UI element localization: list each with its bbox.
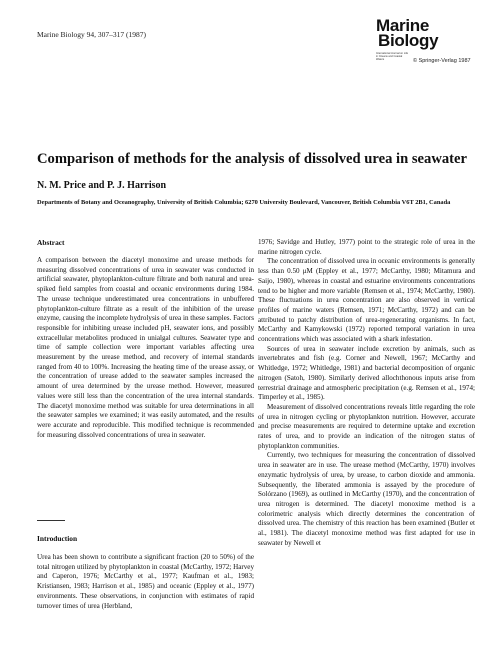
- journal-citation: Marine Biology 94, 307–317 (1987): [37, 30, 146, 39]
- journal-logo: [376, 16, 474, 64]
- logo-word-marine: Marine: [376, 16, 429, 35]
- paragraph: 1976; Savidge and Hutley, 1977) point to the strategic role of urea in the marine nitrogen cycle.: [258, 238, 475, 256]
- introduction-text: Urea has been shown to contribute a significant fraction (20 to 50%) of the total nitrogen utilized by phytoplankton in coastal (McCarthy, 1972; Harvey and Caperon, 1976; McCarthy et al., 1977; Kaufman et al., 1983; Kristiansen, 1983; Harrison et al., 1985) and oceanic (Eppley et al., 1977) environments. These observations, in conjunction with estimates of rapid turnover times of urea (Herbland,: [37, 553, 254, 610]
- right-column: [258, 238, 475, 648]
- logo-word-biology: Biology: [378, 31, 439, 50]
- introduction-heading: Introduction: [37, 534, 78, 543]
- abstract-text: A comparison between the diacetyl monoxime and urease methods for measuring dissolved concentrations of urea in seawater was conducted in artificial seawater, phytoplankton-culture filtrate and both natural and urea-spiked field samples from coastal and oceanic environments during 1984. The urease technique underestimated urea concentrations in unbuffered phytoplankton-culture filtrate as a result of the inhibition of the urease enzyme, causing the incomplete hydrolysis of urea in these samples. Factors responsible for inhibiting urease included pH, seawater ions, and possibly extracellular metabolites produced in unialgal cultures. Seawater type and time of sample collection were important variables affecting urea measurement by the urease method, and recovery of internal standards ranged from 40 to 100%. Increasing the heating time of the urease assay, or the concentration of urease added to the seawater samples increased the amount of urea determined by the urease method. However, measured values were still less than the concentration of the urea internal standards. The diacetyl monoxime method was suitable for urea determinations in all the seawater samples we examined; it was easily automated, and the results were accurate and reproducible. This modified technique is recommended for measuring dissolved concentrations of urea in seawater.: [37, 256, 254, 439]
- paragraph: Currently, two techniques for measuring the concentration of dissolved urea in seawater are in use. The urease method (McCarthy, 1970) involves enzymatic hydrolysis of urea, by urease, to carbon dioxide and ammonia. Subsequently, the liberated ammonia is assayed by the procedure of Solórzano (1969), as outlined in McCarthy (1970), and the concentration of urea nitrogen is determined. The diacetyl monoxime method is a colorimetric analysis which directly determines the concentration of dissolved urea. The chemistry of this reaction has been examined (Butler et al., 1981). The diacetyl monoxime method was first adapted for use in seawater by Newell et: [258, 451, 475, 547]
- publisher-copyright: © Springer-Verlag 1987: [413, 58, 471, 64]
- paragraph: Sources of urea in seawater include excretion by animals, such as invertebrates and fish (e.g. Corner and Newell, 1967; McCarthy and Whitledge, 1972; Whitledge, 1981) and bacterial decomposition of organic nitrogen (Satoh, 1980). Similarly derived allochthonous inputs arise from terrestrial drainage and atmospheric precipitation (e.g. Remsen et al., 1974; Timperley et al., 1985).: [258, 344, 475, 402]
- article-authors: N. M. Price and P. J. Harrison: [37, 180, 167, 191]
- section-divider: [37, 520, 65, 521]
- author-affiliation: Departments of Botany and Oceanography, University of British Columbia; 6270 University Boulevard, Vancouver, British Columbia V6T 2B1, Canada: [37, 199, 451, 206]
- logo-tagline: International Journal on Life in Oceans and Coastal Waters: [376, 52, 409, 61]
- abstract-heading: Abstract: [37, 238, 65, 247]
- paragraph: Measurement of dissolved concentrations reveals little regarding the role of urea in nitrogen cycling or phytoplankton nutrition. However, accurate and precise measurements are required to determine uptake and excretion rates of urea, and to provide an indication of the nitrogen status of phytoplankton communities.: [258, 402, 475, 450]
- article-title: Comparison of methods for the analysis of dissolved urea in seawater: [37, 151, 467, 167]
- paragraph: The concentration of dissolved urea in oceanic environments is generally less than 0.50 μM (Eppley et al., 1977; McCarthy, 1980; Mitamura and Saijo, 1980), whereas in coastal and estuarine environments concentrations tend to be higher and more variable (Remsen et al., 1974; McCarthy, 1980). These fluctuations in urea concentration are also observed in vertical profiles of marine waters (Remsen, 1971; McCarthy, 1972) and can be attributed to patchy distribution of urea-regenerating organisms. In fact, McCarthy and Kamykowski (1972) reported temporal variation in urea concentrations which was associated with a shark infestation.: [258, 257, 475, 344]
